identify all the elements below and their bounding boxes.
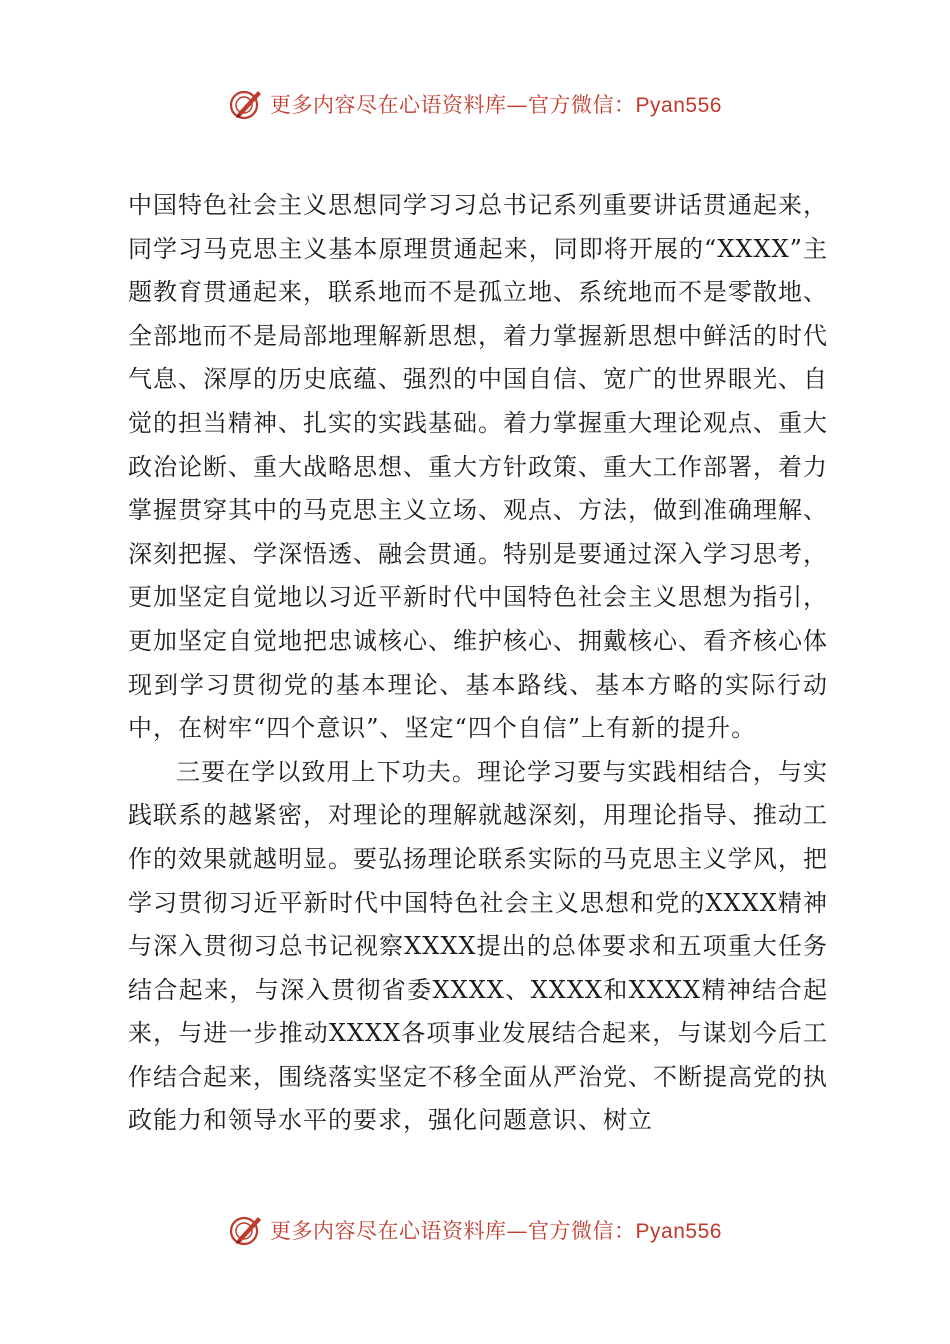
header-brand-text: 更多内容尽在心语资料库—官方微信：	[270, 93, 636, 117]
footer-brand-text: 更多内容尽在心语资料库—官方微信：	[270, 1219, 636, 1243]
document-body	[128, 184, 828, 1143]
header-wechat-id: Pyan556	[635, 94, 722, 117]
footer-wechat-id: Pyan556	[635, 1220, 722, 1243]
footer-watermark-banner	[0, 1210, 950, 1250]
header-watermark-banner	[0, 84, 950, 124]
body-paragraph-2: 三要在学以致用上下功夫。理论学习要与实践相结合，与实践联系的越紧密，对理论的理解就越深刻，用理论指导、推动工作的效果就越明显。要弘扬理论联系实际的马克思主义学风，把学习贯彻习近平新时代中国特色社会主义思想和党的XXXX精神与深入贯彻习总书记视察XXXX提出的总体要求和五项重大任务结合起来，与深入贯彻省委XXXX、XXXX和XXXX精神结合起来，与进一步推动XXXX各项事业发展结合起来，与谋划今后工作结合起来，围绕落实坚定不移全面从严治党、不断提高党的执政能力和领导水平的要求，强化问题意识、树立	[128, 757, 828, 1135]
pen-circle-logo-icon	[228, 1212, 264, 1248]
body-paragraph-1: 中国特色社会主义思想同学习习总书记系列重要讲话贯通起来，同学习马克思主义基本原理贯通起来，同即将开展的“XXXX”主题教育贯通起来，联系地而不是孤立地、系统地而不是零散地、全部地而不是局部地理解新思想，着力掌握新思想中鲜活的时代气息、深厚的历史底蕴、强烈的中国自信、宽广的世界眼光、自觉的担当精神、扎实的实践基础。着力掌握重大理论观点、重大政治论断、重大战略思想、重大方针政策、重大工作部署，着力掌握贯穿其中的马克思主义立场、观点、方法，做到准确理解、深刻把握、学深悟透、融会贯通。特别是要通过深入学习思考，更加坚定自觉地以习近平新时代中国特色社会主义思想为指引，更加坚定自觉地把忠诚核心、维护核心、拥戴核心、看齐核心体现到学习贯彻党的基本理论、基本路线、基本方略的实际行动中，在树牢“四个意识”、坚定“四个自信”上有新的提升。	[128, 191, 828, 743]
pen-circle-logo-icon	[228, 86, 264, 122]
